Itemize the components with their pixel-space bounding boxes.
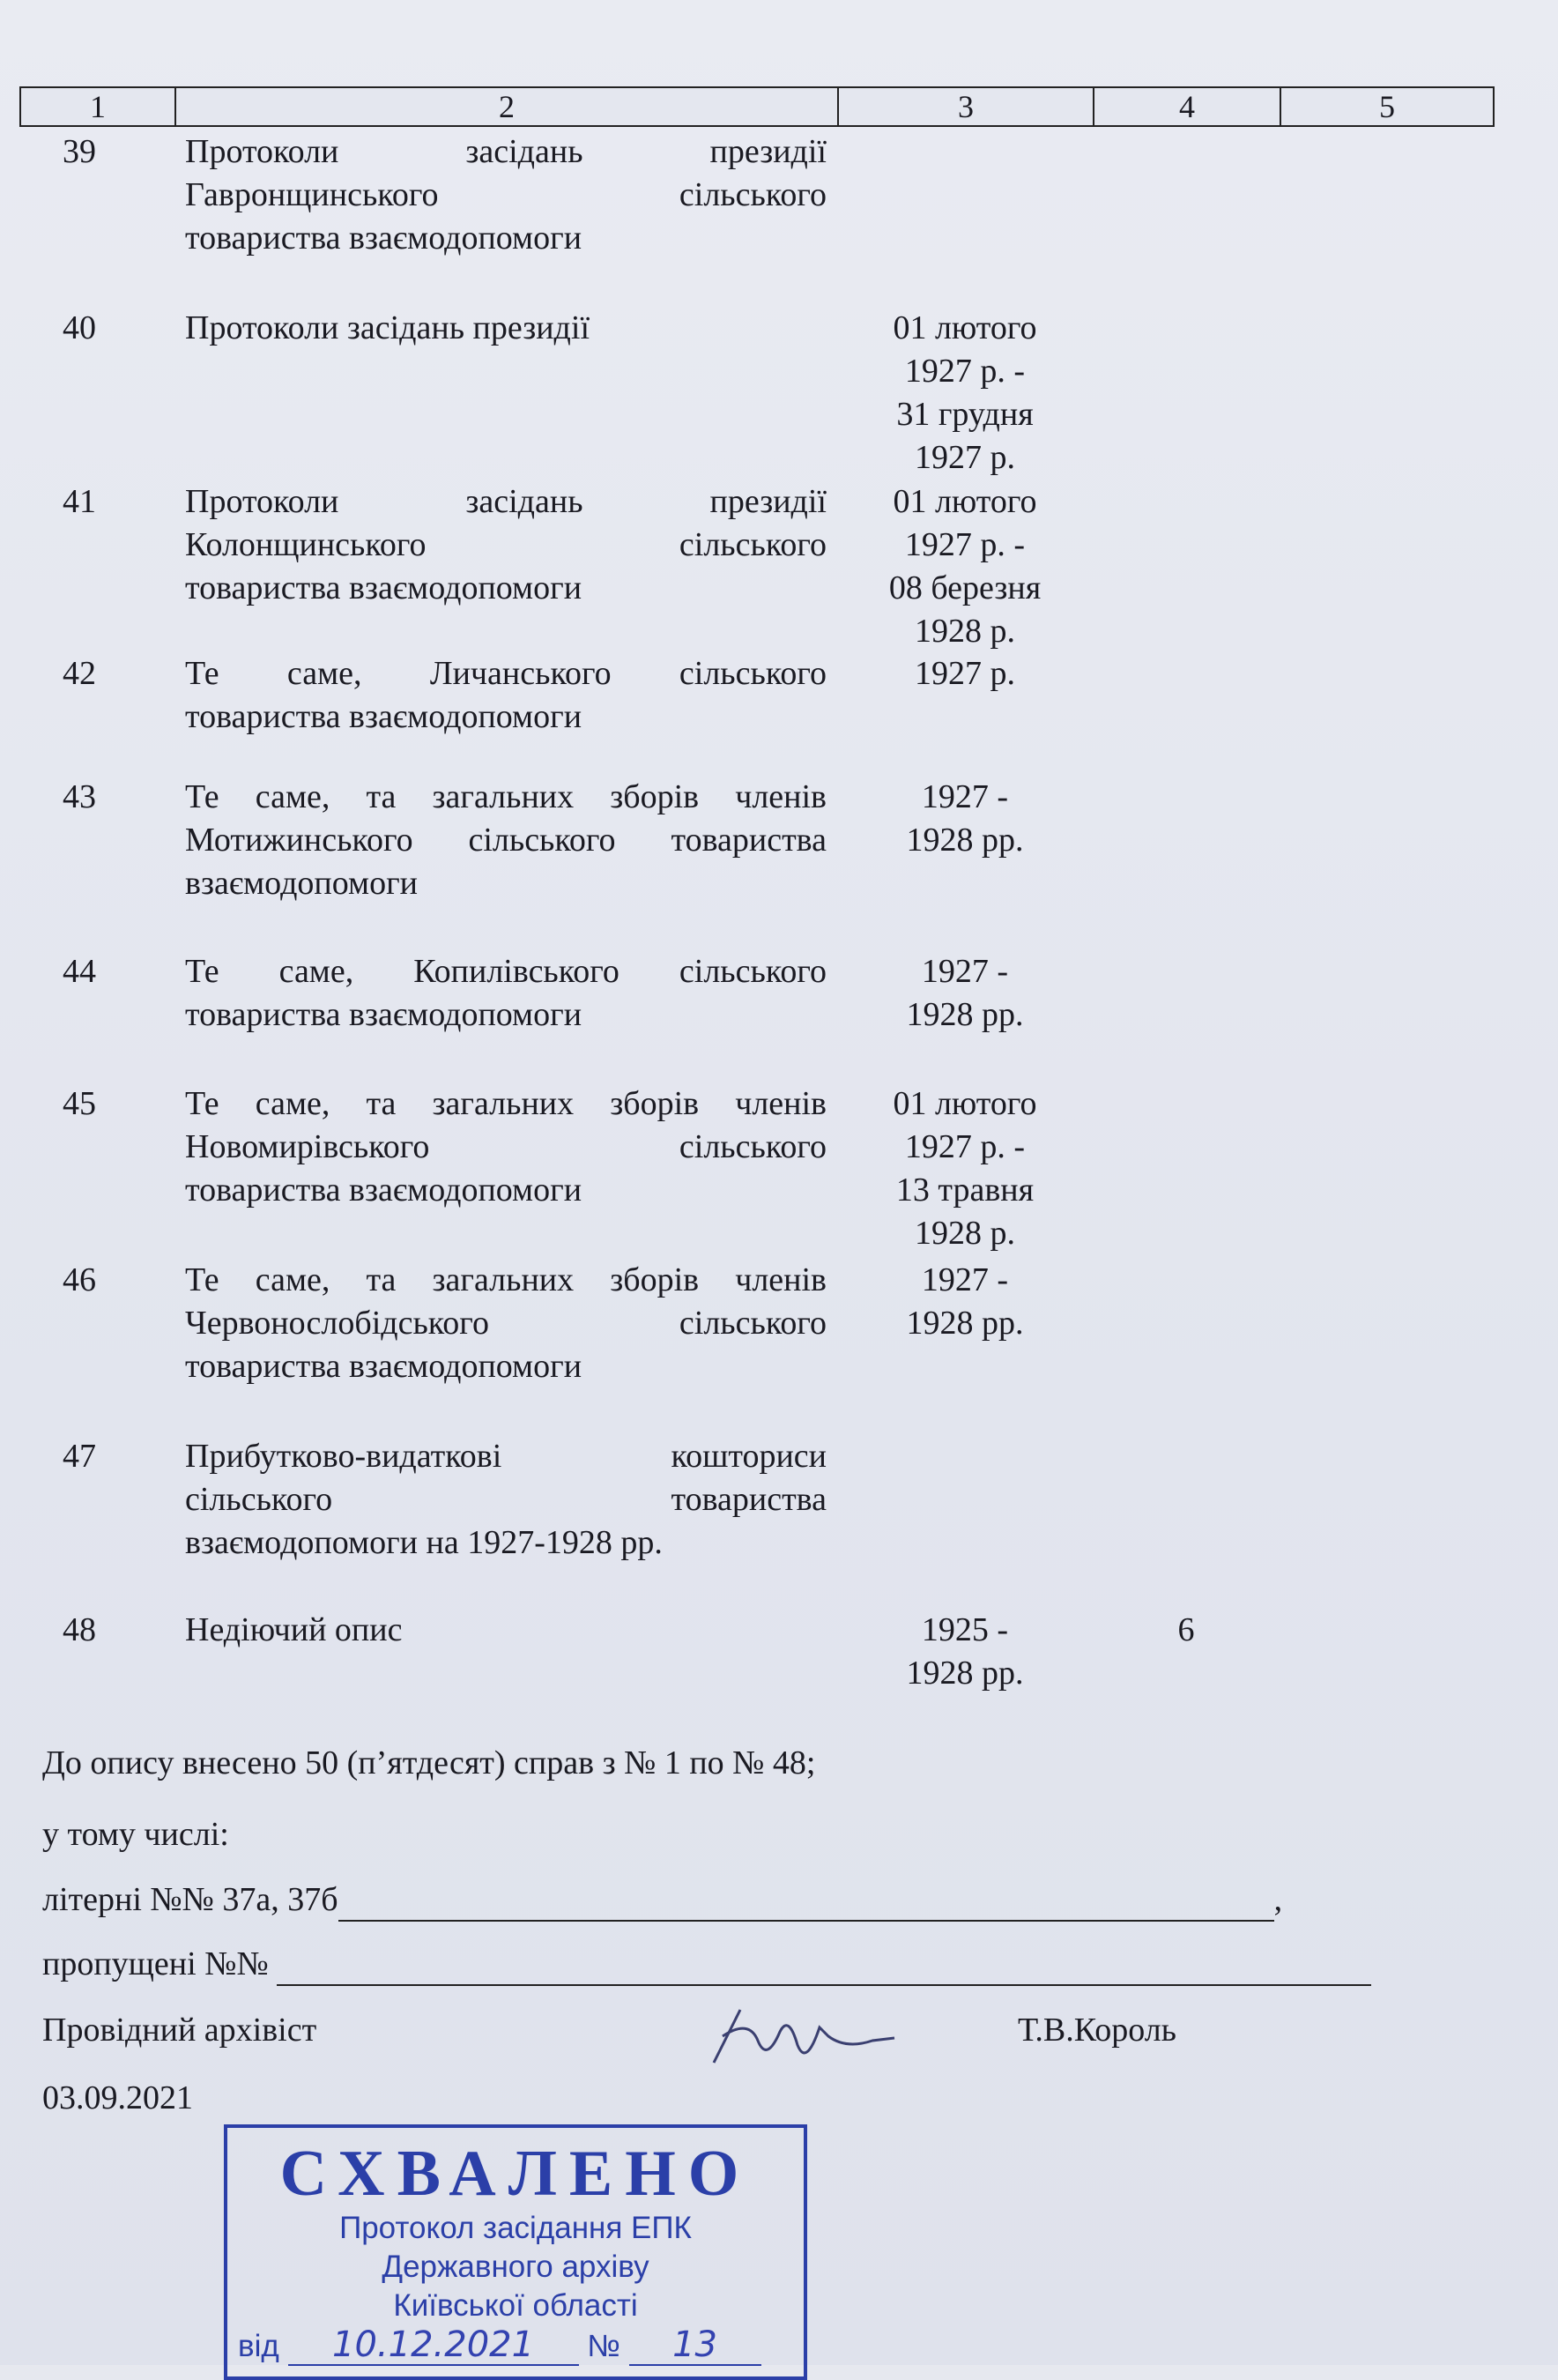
- case-date-line: 31 грудня: [896, 396, 1034, 433]
- case-dates: [837, 307, 1093, 480]
- case-date-line: 01 лютого: [893, 309, 1037, 346]
- case-date-line: 1927 р.: [915, 655, 1015, 692]
- case-sheet-count: 6: [1177, 1611, 1195, 1648]
- case-title: [174, 1082, 827, 1255]
- case-title-line: взаємодопомоги на 1927-1928 рр.: [185, 1524, 663, 1561]
- position-title: Провідний архівіст: [42, 2012, 317, 2049]
- case-title: [174, 950, 827, 1037]
- case-sheet-count: [1093, 130, 1280, 260]
- case-date-line: 01 лютого: [893, 483, 1037, 520]
- case-title: [174, 307, 827, 480]
- case-dates: [837, 1609, 1093, 1695]
- skipped-label: пропущені №№: [42, 1945, 269, 1982]
- case-title-line: Те саме, та загальних зборів членів: [185, 1261, 827, 1298]
- table-row: [19, 307, 1495, 480]
- table-row: [19, 950, 1495, 1037]
- stamp-line-1: Протокол засідання ЕПК: [339, 2211, 692, 2245]
- case-title-line: сільського товариства: [185, 1481, 827, 1518]
- case-title-line: Протоколи засідань президії: [185, 133, 827, 170]
- table-row: [19, 480, 1495, 653]
- case-title-line: товариства взаємодопомоги: [185, 1348, 582, 1385]
- case-title-line: Те саме, та загальних зборів членів: [185, 778, 827, 815]
- case-number: 46: [63, 1261, 96, 1298]
- case-number: 42: [63, 655, 96, 692]
- case-title-line: Прибутково-видаткові кошториси: [185, 1438, 827, 1475]
- case-date-line: 1927 -: [921, 953, 1009, 990]
- case-date-line: 1925 -: [921, 1611, 1009, 1648]
- case-title: [174, 776, 827, 905]
- stamp-no-label: №: [587, 2329, 620, 2363]
- header-col-1: 1: [21, 88, 176, 125]
- stamp-ref-line: [227, 2325, 804, 2366]
- case-date-line: 1927 -: [921, 1261, 1009, 1298]
- table-row: [19, 1435, 1495, 1565]
- case-sheet-count: [1093, 950, 1280, 1037]
- approval-stamp: [224, 2124, 807, 2380]
- header-col-5: 5: [1379, 89, 1395, 124]
- case-dates: [837, 652, 1093, 739]
- case-number: 44: [63, 953, 96, 990]
- skipped-line: [42, 1942, 1371, 1986]
- case-sheet-count: [1093, 1435, 1280, 1565]
- case-title-line: Те саме, Копилівського сільського: [185, 953, 827, 990]
- case-number: 40: [63, 309, 96, 346]
- table-row: [19, 130, 1495, 260]
- case-dates: [837, 1259, 1093, 1388]
- case-number: 48: [63, 1611, 96, 1648]
- case-title-line: Червонослобідського сільського: [185, 1305, 827, 1342]
- case-title-line: товариства взаємодопомоги: [185, 219, 582, 257]
- case-date-line: 13 травня: [895, 1171, 1035, 1209]
- case-date-line: 1927 р. -: [904, 353, 1026, 390]
- case-sheet-count: [1093, 1259, 1280, 1388]
- total-line: До опису внесено 50 (п’ятдесят) справ з № 1 по № 48;: [42, 1744, 816, 1781]
- case-number: 43: [63, 778, 96, 815]
- case-date-line: 1927 р. -: [904, 1128, 1026, 1165]
- case-sheet-count: [1093, 480, 1280, 653]
- case-dates: [837, 950, 1093, 1037]
- case-title: [174, 480, 827, 653]
- stamp-no-value: 13: [629, 2325, 761, 2366]
- case-date-line: 1927 р. -: [904, 526, 1026, 563]
- case-title-line: Недіючий опис: [185, 1611, 403, 1648]
- case-date-line: 01 лютого: [893, 1085, 1037, 1122]
- case-date-line: 1928 рр.: [906, 996, 1024, 1033]
- case-date-line: 08 березня: [888, 569, 1042, 606]
- literal-end: ,: [1273, 1881, 1283, 1918]
- table-row: [19, 1259, 1495, 1388]
- case-title: [174, 130, 827, 260]
- case-title-line: товариства взаємодопомоги: [185, 698, 582, 735]
- header-col-4: 4: [1094, 88, 1281, 125]
- stamp-line-3: Київської області: [393, 2288, 638, 2323]
- signature: [696, 2001, 908, 2085]
- case-title: [174, 1609, 827, 1695]
- case-dates: [837, 1082, 1093, 1255]
- case-title-line: Протоколи засідань президії: [185, 483, 827, 520]
- case-number: 39: [63, 133, 96, 170]
- case-date-line: 1928 р.: [915, 1215, 1015, 1252]
- case-sheet-count: [1093, 1082, 1280, 1255]
- case-title-line: товариства взаємодопомоги: [185, 569, 582, 606]
- table-row: [19, 1609, 1495, 1695]
- case-date-line: 1927 -: [921, 778, 1009, 815]
- signer-name: Т.В.Король: [1018, 2012, 1176, 2049]
- case-number: 45: [63, 1085, 96, 1122]
- case-title-line: товариства взаємодопомоги: [185, 996, 582, 1033]
- case-date-line: 1927 р.: [915, 439, 1015, 476]
- case-sheet-count: [1093, 776, 1280, 905]
- case-date-line: 1928 рр.: [906, 822, 1024, 859]
- including-line: у тому числі:: [42, 1816, 229, 1853]
- case-dates: [837, 776, 1093, 905]
- header-col-2: 2: [176, 88, 839, 125]
- table-row: [19, 1082, 1495, 1255]
- case-title: [174, 1435, 827, 1565]
- case-title-line: Те саме, Личанського сільського: [185, 655, 827, 692]
- case-dates: [837, 130, 1093, 260]
- literal-underline: [338, 1885, 1274, 1922]
- case-title: [174, 652, 827, 739]
- case-number: 47: [63, 1438, 96, 1475]
- case-date-line: 1928 р.: [915, 613, 1015, 650]
- date-line: [42, 2076, 193, 2120]
- case-title-line: Колонщинського сільського: [185, 526, 827, 563]
- case-sheet-count: [1093, 652, 1280, 739]
- stamp-line-2: Державного архіву: [382, 2250, 649, 2284]
- case-title-line: Новомирівського сільського: [185, 1128, 827, 1165]
- literal-label: літерні №№ 37а, 37б: [42, 1881, 338, 1918]
- case-number: 41: [63, 483, 96, 520]
- stamp-from-value: 10.12.2021: [288, 2325, 579, 2366]
- case-title-line: товариства взаємодопомоги: [185, 1171, 582, 1209]
- case-dates: [837, 480, 1093, 653]
- table-row: [19, 652, 1495, 739]
- stamp-title: СХВАЛЕНО: [279, 2138, 752, 2210]
- skipped-underline: [277, 1949, 1371, 1986]
- case-date-line: 1928 рр.: [906, 1305, 1024, 1342]
- case-title-line: Протоколи засідань президії: [185, 309, 590, 346]
- header-col-3: 3: [839, 88, 1094, 125]
- table-header: [19, 86, 1495, 127]
- case-sheet-count: [1093, 307, 1280, 480]
- table-row: [19, 776, 1495, 905]
- case-title-line: Гавронщинського сільського: [185, 176, 827, 213]
- case-title: [174, 1259, 827, 1388]
- case-title-line: Те саме, та загальних зборів членів: [185, 1085, 827, 1122]
- case-dates: [837, 1435, 1093, 1565]
- case-date-line: 1928 рр.: [906, 1655, 1024, 1692]
- case-title-line: взаємодопомоги: [185, 865, 418, 902]
- literal-line: [42, 1878, 1282, 1922]
- stamp-from-label: від: [238, 2329, 279, 2363]
- case-title-line: Мотижинського сільського товариства: [185, 822, 827, 859]
- compiled-date: 03.09.2021: [42, 2079, 193, 2116]
